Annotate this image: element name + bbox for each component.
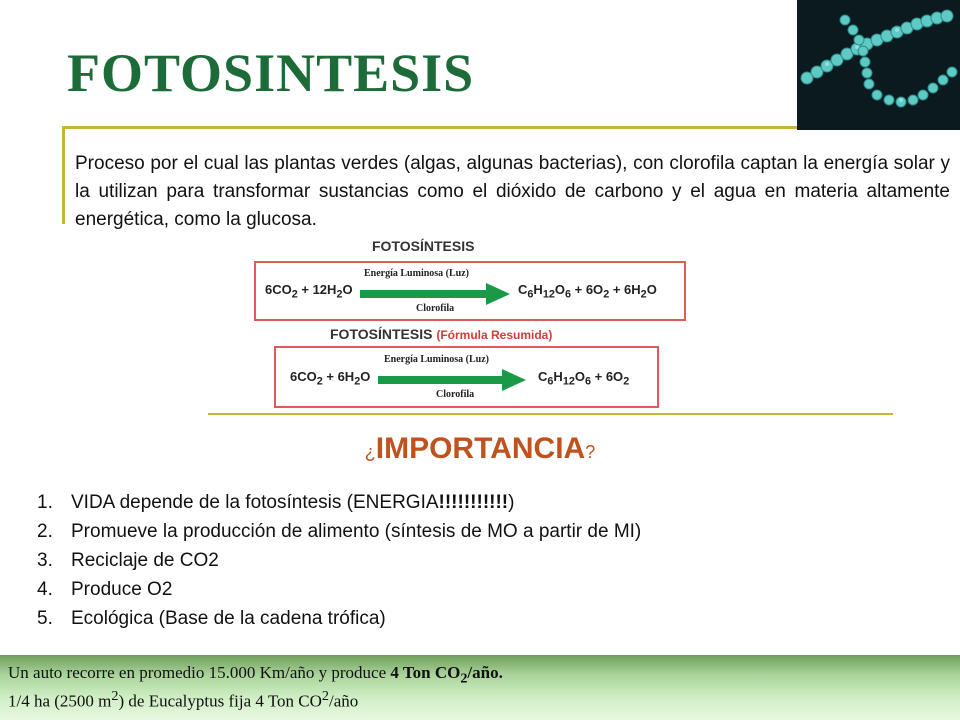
list-item: 3. Reciclaje de CO2 — [37, 550, 219, 571]
equation1-products: $C_6H_{12}O_6 + 6O_2 + 6H_2O$ — [518, 282, 657, 301]
equation1-box — [254, 261, 686, 321]
equation2-products: $C_6H_{12}O_6 + 6O_2$ — [538, 369, 630, 388]
equation2-reactants: $6CO_2 + 6H_2O$ — [290, 369, 371, 388]
footer-note — [0, 655, 960, 720]
list-item: 2. Promueve la producción de alimento (síntesis de MO a partir de MI) — [37, 521, 642, 542]
definition-border — [62, 126, 65, 224]
section-divider — [208, 413, 893, 415]
footer-line-eucalyptus: 1/4 ha (2500 $m^2$) de Eucalyptus fija 4 Ton $CO^2$/año — [8, 688, 359, 711]
equation2-arrow-icon — [378, 369, 526, 391]
equation1-catalyst-label: Clorofila — [416, 303, 455, 314]
equation2-energy-label: Energía Luminosa (Luz) — [384, 354, 490, 365]
equation2-heading: FOTOSÍNTESIS (Fórmula Resumida) — [330, 326, 553, 342]
list-item: 4. Produce O2 — [37, 579, 173, 600]
definition-text: Proceso por el cual las plantas verdes (algas, algunas bacterias), con clorofila captan la energía solar y la utilizan para transformar sustancias como el dióxido de carbono y el agua en materia altamente energética, como la glucosa. — [75, 153, 950, 230]
equation2-box — [274, 346, 659, 408]
list-item: 5. Ecológica (Base de la cadena trófica) — [37, 608, 386, 629]
equation1-arrow-icon — [360, 283, 510, 305]
importance-list — [37, 488, 641, 633]
equation2-heading-paren: (Fórmula Resumida) — [436, 328, 553, 342]
list-item: 1. VIDA depende de la fotosíntesis (ENERGIA!!!!!!!!!!!) — [37, 492, 515, 513]
equation2-catalyst-label: Clorofila — [436, 389, 475, 400]
importance-heading: ¿IMPORTANCIA? — [364, 432, 596, 465]
photo-graphic — [797, 0, 960, 130]
footer-line-car: Un auto recorre en promedio 15.000 Km/año y produce 4 Ton $CO_2$/año. — [8, 663, 503, 687]
chlorophyll-chain-photo — [797, 0, 960, 130]
equation1-heading: FOTOSÍNTESIS — [372, 238, 475, 254]
equation1-reactants: $6CO_2 + 12H_2O$ — [265, 282, 353, 301]
equation1-energy-label: Energía Luminosa (Luz) — [364, 268, 470, 279]
title-underline — [62, 126, 797, 129]
slide-title: FOTOSINTESIS — [67, 43, 475, 103]
